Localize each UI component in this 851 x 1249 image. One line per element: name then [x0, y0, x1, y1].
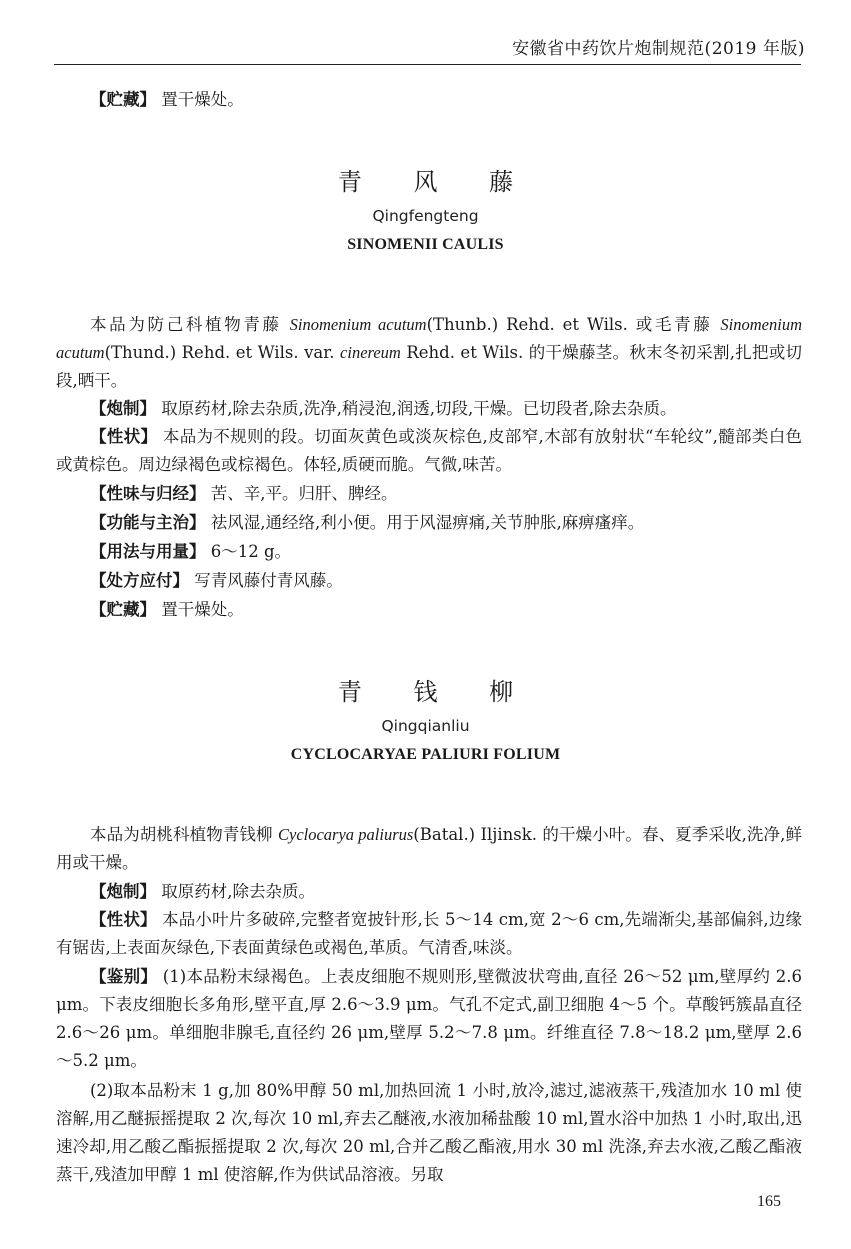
section-label: 【炮制】: [90, 882, 156, 901]
section-label: 【贮藏】: [90, 90, 156, 109]
monograph-pinyin: Qingqianliu: [381, 717, 470, 735]
section-text: 本品为不规则的段。切面灰黄色或淡灰棕色,皮部窄,木部有放射状“车轮纹”,髓部类白色或黄棕色。周边绿褐色或棕褐色。体轻,质硬而脆。气微,味苦。: [56, 427, 803, 474]
section-label: 【鉴别】: [90, 967, 158, 986]
section-nature-meridian: [56, 480, 802, 508]
section-label: 【性状】: [90, 427, 158, 446]
monograph-latin-name: CYCLOCARYAE PALIURI FOLIUM: [290, 746, 561, 763]
section-description: [56, 423, 802, 479]
section-processing: [56, 878, 802, 906]
latin-binomial: Sinomenium acutum: [56, 315, 802, 362]
section-label: 【功能与主治】: [90, 513, 206, 532]
section-text: 取原药材,除去杂质。: [161, 882, 315, 901]
section-label: 【炮制】: [90, 399, 156, 418]
latin-binomial: Sinomenium acutum: [289, 315, 427, 334]
section-description: [56, 906, 802, 962]
section-text: 取原药材,除去杂质,洗净,稍浸泡,润透,切段,干燥。已切段者,除去杂质。: [161, 399, 677, 418]
section-text: 本品小叶片多破碎,完整者宽披针形,长 5～14 cm,宽 2～6 cm,先端渐尖,基部偏斜,边缘有锯齿,上表面灰绿色,下表面黄绿色或褐色,革质。气清香,味淡。: [56, 910, 802, 957]
storage-entry-top: [56, 86, 802, 114]
monograph-intro: [56, 821, 802, 877]
section-text: 置干燥处。: [161, 600, 244, 619]
section-identification: [56, 963, 802, 1075]
section-label: 【性味与归经】: [90, 484, 206, 503]
section-label: 【性状】: [90, 910, 157, 929]
section-text: (1)本品粉末绿褐色。上表皮细胞不规则形,壁微波状弯曲,直径 26～52 μm,壁厚约 2.6 μm。下表皮细胞长多角形,壁平直,厚 2.6～3.9 μm。气孔不定式,副卫细胞 4～5 个。草酸钙簇晶直径 2.6～26 μm。单细胞非腺毛,直径约 26 μm,壁厚 5.2～7.8 μm。纤维直径 7.8～18.2 μm,壁厚 2.6～5.2 μm。: [56, 967, 802, 1070]
section-functions: [56, 509, 802, 537]
monograph-pinyin: Qingfengteng: [372, 207, 479, 225]
latin-variety: cinereum: [340, 343, 401, 362]
intro-text: (Batal.) Iljinsk. 的干燥小叶。春、夏季采收,洗净,鲜用或干燥。: [56, 825, 802, 872]
running-header: 安徽省中药饮片炮制规范(2019 年版): [512, 39, 805, 59]
section-text: 祛风湿,通经络,利小便。用于风湿痹痛,关节肿胀,麻痹瘙痒。: [210, 513, 645, 532]
section-label: 【处方应付】: [90, 571, 189, 590]
section-text: 置干燥处。: [161, 90, 244, 109]
section-storage: [56, 596, 802, 624]
intro-text: Rehd. et Wils. 的干燥藤茎。秋末冬初采割,扎把或切段,晒干。: [56, 343, 802, 390]
monograph-intro: [56, 311, 802, 395]
page-number: 165: [757, 1193, 781, 1210]
identification-method-2: (2)取本品粉末 1 g,加 80%甲醇 50 ml,加热回流 1 小时,放冷,滤过,滤液蒸干,残渣加水 10 ml 使溶解,用乙醚振摇提取 2 次,每次 10 ml,弃去乙醚液,水液加稀盐酸 10 ml,置水浴中加热 1 小时,取出,迅速冷却,用乙酸乙酯振摇提取 2 次,每次 20 ml,合并乙酸乙酯液,用水 30 ml 洗涤,弃去水液,乙酸乙酯液蒸干,残渣加甲醇 1 ml 使溶解,作为供试品溶液。另取: [56, 1081, 802, 1184]
monograph-title: 青 风 藤: [337, 168, 536, 196]
intro-text: (Thund.) Rehd. et Wils. var.: [104, 343, 341, 362]
monograph-latin-name: SINOMENII CAULIS: [347, 236, 504, 253]
header-rule: [54, 64, 801, 65]
intro-text: 本品为防己科植物青藤: [90, 315, 290, 334]
monograph-title: 青 钱 柳: [337, 678, 536, 706]
section-prescription: [56, 567, 802, 595]
section-text: 6～12 g。: [210, 542, 292, 561]
section-text: 写青风藤付青风藤。: [194, 571, 343, 590]
section-label: 【用法与用量】: [90, 542, 206, 561]
section-processing: [56, 395, 802, 423]
latin-binomial: Cyclocarya paliurus: [278, 825, 414, 844]
section-text: 苦、辛,平。归肝、脾经。: [210, 484, 398, 503]
intro-text: (Thunb.) Rehd. et Wils. 或毛青藤: [426, 315, 721, 334]
intro-text: 本品为胡桃科植物青钱柳: [90, 825, 278, 844]
section-dosage: [56, 538, 802, 566]
section-label: 【贮藏】: [90, 600, 156, 619]
